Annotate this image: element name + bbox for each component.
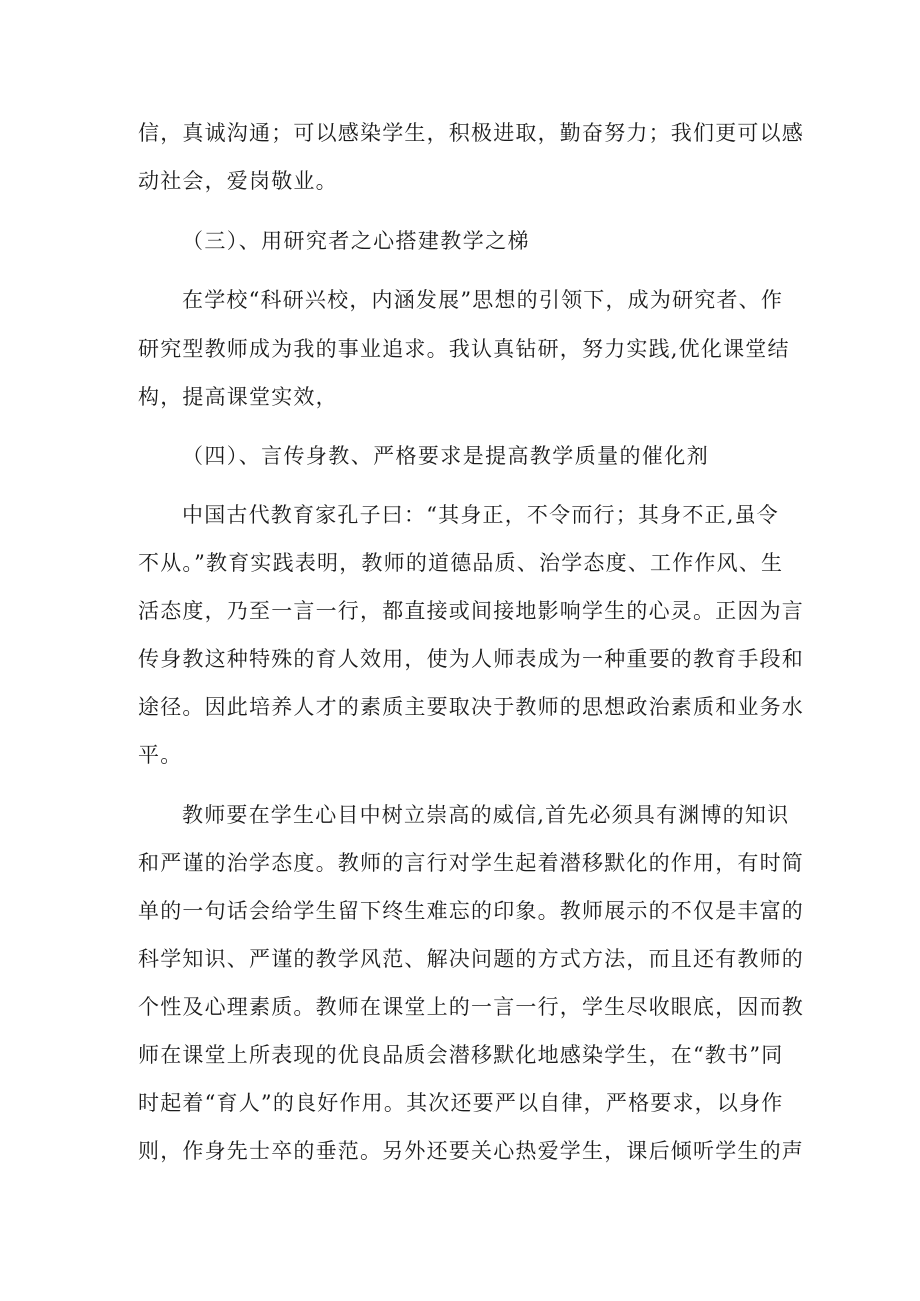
paragraph-line: 途径。因此培养人才的素质主要取决于教师的思想政治素质和业务水: [138, 695, 804, 719]
paragraph-line: 信，真诚沟通；可以感染学生，积极进取，勤奋努力；我们更可以感: [138, 121, 804, 145]
paragraph-line: 动社会，爱岗敬业。: [138, 169, 338, 193]
paragraph-line: 构，提高课堂实效，: [138, 385, 338, 409]
paragraph-line: 活态度，乃至一言一行，都直接或间接地影响学生的心灵。正因为言: [138, 599, 804, 623]
paragraph-line: 师在课堂上所表现的优良品质会潜移默化地感染学生，在“教书”同: [138, 1043, 784, 1067]
paragraph-line: 在学校“科研兴校，内涵发展”思想的引领下，成为研究者、作: [182, 288, 784, 312]
paragraph-line: 传身教这种特殊的育人效用，使为人师表成为一种重要的教育手段和: [138, 647, 804, 671]
section-heading-4: （四）、言传身教、严格要求是提高教学质量的催化剂: [182, 444, 710, 468]
paragraph-line: 单的一句话会给学生留下终生难忘的印象。教师展示的不仅是丰富的: [138, 899, 804, 923]
section-heading-3: （三）、用研究者之心搭建教学之梯: [182, 229, 530, 253]
paragraph-line: 研究型教师成为我的事业追求。我认真钻研，努力实践,优化课堂结: [138, 337, 790, 361]
paragraph-line: 不从。”教育实践表明，教师的道德品质、治学态度、工作作风、生: [138, 551, 784, 575]
paragraph-line: 个性及心理素质。教师在课堂上的一言一行，学生尽收眼底，因而教: [138, 995, 804, 1019]
paragraph-line: 教师要在学生心目中树立崇高的威信,首先必须具有渊博的知识: [182, 803, 790, 827]
paragraph-line: 中国古代教育家孔子曰：“其身正，不令而行；其身不正,虽令: [182, 503, 780, 527]
paragraph-line: 和严谨的治学态度。教师的言行对学生起着潜移默化的作用，有时简: [138, 851, 804, 875]
paragraph-line: 平。: [138, 743, 183, 767]
paragraph-line: 时起着“育人”的良好作用。其次还要严以自律，严格要求，以身作: [138, 1091, 784, 1115]
paragraph-line: 科学知识、严谨的教学风范、解决问题的方式方法，而且还有教师的: [138, 947, 804, 971]
paragraph-line: 则，作身先士卒的垂范。另外还要关心热爱学生，课后倾听学生的声: [138, 1139, 804, 1163]
